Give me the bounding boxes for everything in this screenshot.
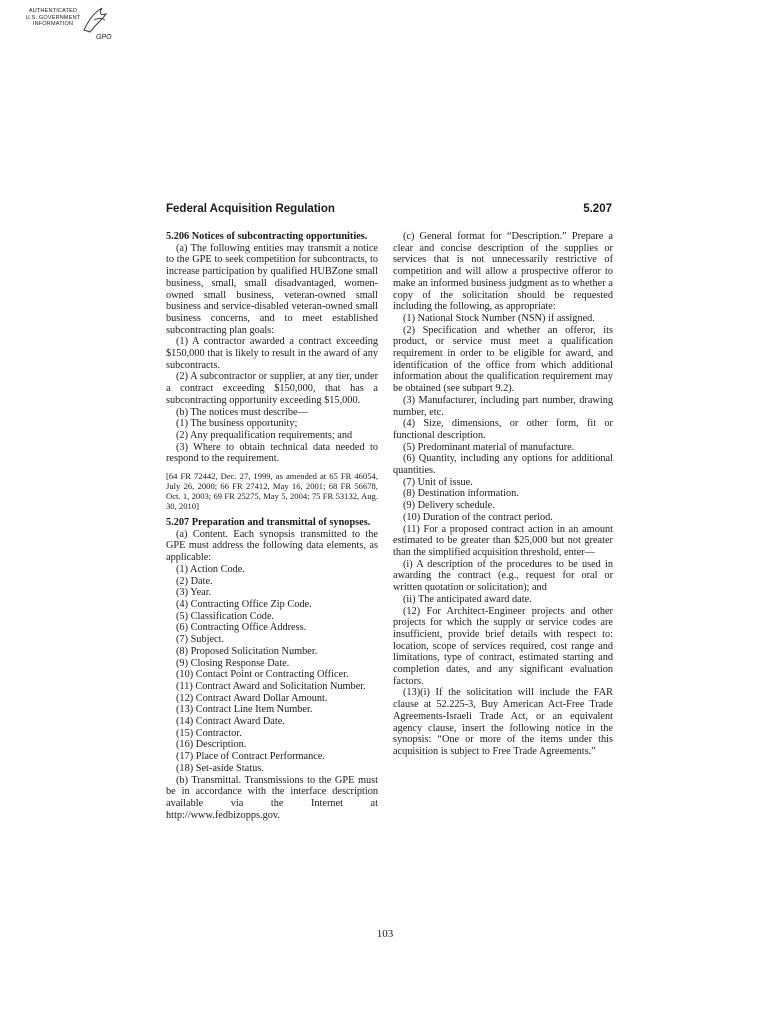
section-heading: 5.207 Preparation and transmittal of synopses. — [166, 517, 371, 529]
seal-line: AUTHENTICATED — [28, 8, 78, 14]
left-column — [166, 231, 378, 821]
paragraph: (17) Place of Contract Performance. — [176, 751, 325, 763]
paragraph: (i) A description of the procedures to be used in awarding the contract (e.g., request for oral or written quotation or solicitation); and — [393, 558, 613, 594]
paragraph: (2) Any prequalification requirements; and — [176, 429, 353, 441]
paragraph: (7) Unit of issue. — [403, 476, 473, 488]
paragraph: (4) Size, dimensions, or other form, fit or functional description. — [393, 418, 613, 441]
paragraph: (b) Transmittal. Transmissions to the GPE must be in accordance with the interface description available via the Internet at http://www.fedbizopps.gov. — [166, 774, 378, 821]
citation: [64 FR 72442, Dec. 27, 1999, as amended at 65 FR 46054, July 26, 2000; 66 FR 27412, May 16, 2001; 68 FR 56678, Oct. 1, 2003; 69 FR 25275, May 5, 2004; 75 FR 53132, Aug. 30, 2010] — [166, 471, 378, 512]
paragraph: (8) Destination information. — [403, 488, 519, 500]
paragraph: (1) The business opportunity; — [176, 418, 298, 430]
paragraph: (3) Where to obtain technical data needed to respond to the requirement. — [166, 441, 378, 465]
seal-line: U.S. GOVERNMENT — [25, 14, 81, 21]
eagle-icon — [80, 4, 110, 36]
seal-line: INFORMATION — [32, 21, 74, 27]
seal-gpo: GPO — [96, 34, 112, 41]
page-number: 103 — [376, 928, 394, 940]
paragraph: (9) Delivery schedule. — [403, 500, 495, 512]
paragraph: (16) Description. — [176, 739, 247, 751]
paragraph: (a) The following entities may transmit a notice to the GPE to seek competition for subcontracts, to increase participation by qualified HUBZone small business, small, small disadvantaged, women-owned small business, veteran-owned small business and service-disabled veteran-owned small business concerns, and to meet established subcontracting plan goals: — [166, 242, 378, 336]
paragraph: (3) Manufacturer, including part number, drawing number, etc. — [393, 394, 613, 418]
paragraph: (a) Content. Each synopsis transmitted to the GPE must address the following data elements, as applicable: — [166, 528, 378, 564]
section-heading: 5.206 Notices of subcontracting opportunities. — [166, 231, 368, 242]
header-section-number: 5.207 — [583, 203, 612, 215]
paragraph: (ii) The anticipated award date. — [403, 593, 532, 605]
paragraph: (7) Subject. — [176, 634, 225, 646]
paragraph: (12) For Architect-Engineer projects and other projects for which the supply or service codes are insufficient, provide brief details with respect to: location, scope of services required, cost range and limitations, type of contract, estimated starting and completion dates, and any significant evaluation factors. — [393, 605, 613, 687]
paragraph: (b) The notices must describe— — [176, 406, 308, 418]
paragraph: (c) General format for “Description.” Prepare a clear and concise description of the supplies or services that is not unnecessarily restrictive of competition and will allow a prospective offeror to make an informed business judgment as to whether a copy of the solicitation should be requested including the following, as appropriate: — [393, 231, 613, 313]
header-title: Federal Acquisition Regulation — [166, 203, 335, 215]
paragraph: (2) A subcontractor or supplier, at any tier, under a contract exceeding $150,000, that has a subcontracting opportunity exceeding $15,000. — [166, 371, 378, 406]
paragraph: (12) Contract Award Dollar Amount. — [176, 692, 328, 704]
paragraph: (11) Contract Award and Solicitation Number. — [176, 680, 366, 692]
gpo-authentication-seal — [22, 4, 142, 44]
seal-text — [22, 8, 84, 28]
paragraph: (13)(i) If the solicitation will include the FAR clause at 52.225-3, Buy American Act-Free Trade Agreements-Israeli Trade Act, or an equivalent agency clause, insert the following notice in the synopsis: “One or more of the items under this acquisition is subject to Free Trade Agreements.” — [393, 687, 613, 757]
paragraph: (10) Contact Point or Contracting Officer. — [176, 669, 349, 681]
paragraph: (10) Duration of the contract period. — [403, 511, 553, 523]
paragraph: (2) Date. — [176, 575, 213, 587]
paragraph: (1) National Stock Number (NSN) if assigned. — [403, 312, 595, 324]
paragraph: (5) Classification Code. — [176, 610, 275, 622]
paragraph: (5) Predominant material of manufacture. — [403, 441, 575, 453]
paragraph: (6) Contracting Office Address. — [176, 622, 307, 634]
paragraph: (11) For a proposed contract action in an amount estimated to be greater than $25,000 but not greater than the simplified acquisition threshold, enter— — [393, 523, 613, 558]
paragraph: (18) Set-aside Status. — [176, 762, 264, 774]
paragraph: (13) Contract Line Item Number. — [176, 704, 313, 716]
paragraph: (8) Proposed Solicitation Number. — [176, 645, 318, 657]
paragraph: (6) Quantity, including any options for additional quantities. — [393, 453, 613, 477]
paragraph: (9) Closing Response Date. — [176, 657, 290, 669]
paragraph: (1) A contractor awarded a contract exceeding $150,000 that is likely to result in the award of any subcontracts. — [166, 336, 378, 371]
paragraph: (15) Contractor. — [176, 727, 242, 739]
paragraph: (4) Contracting Office Zip Code. — [176, 598, 312, 610]
right-column — [393, 231, 613, 758]
paragraph: (2) Specification and whether an offeror, its product, or service must meet a qualification requirement in order to be eligible for award, and identification of the office from which additional information about the qualification requirement may be obtained (see subpart 9.2). — [393, 324, 613, 395]
paragraph: (3) Year. — [176, 587, 212, 599]
running-header — [166, 203, 612, 219]
paragraph: (1) Action Code. — [176, 563, 245, 575]
paragraph: (14) Contract Award Date. — [176, 716, 285, 728]
